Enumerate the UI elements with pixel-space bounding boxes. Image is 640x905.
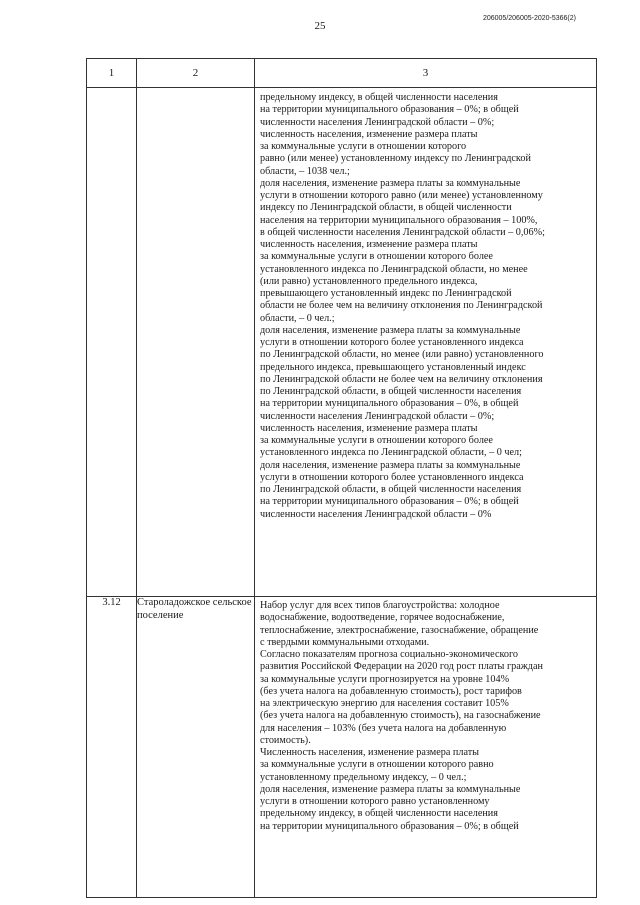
text-line: за коммунальные услуги в отношении которого более xyxy=(260,435,493,446)
row-name: Староладожское сельское поселение xyxy=(137,597,255,898)
text-line: установленного индекса по Ленинградской области, – 0 чел; xyxy=(260,447,522,459)
text-line: доля населения, изменение размера платы за коммунальные xyxy=(260,459,521,471)
text-line: по Ленинградской области не более чем на величину отклонения xyxy=(260,373,543,385)
text-line: численности населения Ленинградской области – 0%; xyxy=(260,116,495,128)
text-line: за коммунальные услуги прогнозируется на уровне 104% xyxy=(260,673,510,685)
text-line: доля населения, изменение размера платы за коммунальные xyxy=(260,177,521,189)
text-line: (без учета налога на добавленную стоимость), рост тарифов xyxy=(260,685,522,697)
table-row xyxy=(87,88,597,597)
text-line: превышающего установленный индекс по Ленинградской xyxy=(260,288,512,299)
text-line: на территории муниципального образования – 0%; в общей xyxy=(260,496,519,508)
text-line: населения на территории муниципального образования – 100%, xyxy=(260,214,538,226)
text-line: на электрическую энергию для населения составит 105% xyxy=(260,698,509,709)
column-header: 2 xyxy=(137,59,255,88)
text-line: доля населения, изменение размера платы за коммунальные xyxy=(260,783,521,795)
column-header: 1 xyxy=(87,59,137,88)
text-line: по Ленинградской области, но менее (или равно) установленного xyxy=(260,349,544,361)
row-description-text xyxy=(255,597,596,833)
text-line: Набор услуг для всех типов благоустройства: холодное xyxy=(260,600,500,611)
text-line: установленного индекса по Ленинградской области, но менее xyxy=(260,263,528,275)
text-line: для населения – 103% (без учета налога на добавленную xyxy=(260,722,507,734)
text-line: Численность населения, изменение размера платы xyxy=(260,747,480,758)
column-header: 3 xyxy=(255,59,597,88)
row-name xyxy=(137,88,255,597)
document-id: 206005/206005-2020-5366(2) xyxy=(482,15,576,22)
text-line: численность населения, изменение размера платы xyxy=(260,239,478,250)
text-line: области, – 0 чел.; xyxy=(260,312,335,324)
text-line: за коммунальные услуги в отношении которого xyxy=(260,141,467,152)
row-description xyxy=(255,597,597,898)
text-line: развития Российской Федерации на 2020 год рост платы граждан xyxy=(260,661,543,673)
text-line: стоимость). xyxy=(260,734,311,746)
text-line: численности населения Ленинградской области – 0%; xyxy=(260,410,495,422)
text-line: за коммунальные услуги в отношении которого более xyxy=(260,251,493,263)
text-line: услуги в отношении которого равно (или менее) установленному xyxy=(260,190,543,201)
text-line: услуги в отношении которого более установленного индекса xyxy=(260,471,524,483)
text-line: области не более чем на величину отклонения по Ленинградской xyxy=(260,300,543,312)
row-number xyxy=(87,88,137,597)
text-line: теплоснабжение, электроснабжение, газоснабжение, обращение xyxy=(260,624,539,636)
text-line: области, – 1038 чел.; xyxy=(260,165,350,177)
text-line: (или равно) установленного предельного индекса, xyxy=(260,275,478,287)
text-line: по Ленинградской области, в общей численности населения xyxy=(260,386,522,397)
text-line: предельному индексу, в общей численности населения xyxy=(260,808,498,820)
text-line: услуги в отношении которого равно установленному xyxy=(260,796,490,807)
row-description-text xyxy=(255,88,596,521)
data-table xyxy=(86,58,597,898)
table-header-row xyxy=(87,59,597,88)
text-line: индексу по Ленинградской области, в общей численности xyxy=(260,202,512,214)
table-row xyxy=(87,597,597,898)
text-line: на территории муниципального образования – 0%, в общей xyxy=(260,398,519,410)
row-description xyxy=(255,88,597,597)
text-line: предельного индекса, превышающего установленный индекс xyxy=(260,361,526,373)
row-number: 3.12 xyxy=(87,597,137,898)
text-line: по Ленинградской области, в общей численности населения xyxy=(260,484,522,495)
text-line: установленному предельному индексу, – 0 чел.; xyxy=(260,771,467,783)
text-line: (без учета налога на добавленную стоимость), на газоснабжение xyxy=(260,710,541,722)
text-line: в общей численности населения Ленинградской области – 0,06%; xyxy=(260,226,545,238)
text-line: численность населения, изменение размера платы xyxy=(260,422,478,434)
text-line: за коммунальные услуги в отношении которого равно xyxy=(260,759,494,771)
text-line: предельному индексу, в общей численности населения xyxy=(260,92,498,103)
text-line: с твердыми коммунальными отходами. xyxy=(260,636,430,648)
text-line: на территории муниципального образования – 0%; в общей xyxy=(260,104,519,116)
text-line: доля населения, изменение размера платы за коммунальные xyxy=(260,324,521,336)
text-line: водоснабжение, водоотведение, горячее водоснабжение, xyxy=(260,612,505,624)
text-line: Согласно показателям прогноза социально-экономического xyxy=(260,649,519,660)
text-line: численность населения, изменение размера платы xyxy=(260,128,478,140)
text-line: численности населения Ленинградской области – 0% xyxy=(260,508,492,520)
text-line: услуги в отношении которого более установленного индекса xyxy=(260,337,524,348)
text-line: равно (или менее) установленному индексу по Ленинградской xyxy=(260,153,531,165)
text-line: на территории муниципального образования – 0%; в общей xyxy=(260,820,519,832)
page-number: 25 xyxy=(314,20,326,32)
